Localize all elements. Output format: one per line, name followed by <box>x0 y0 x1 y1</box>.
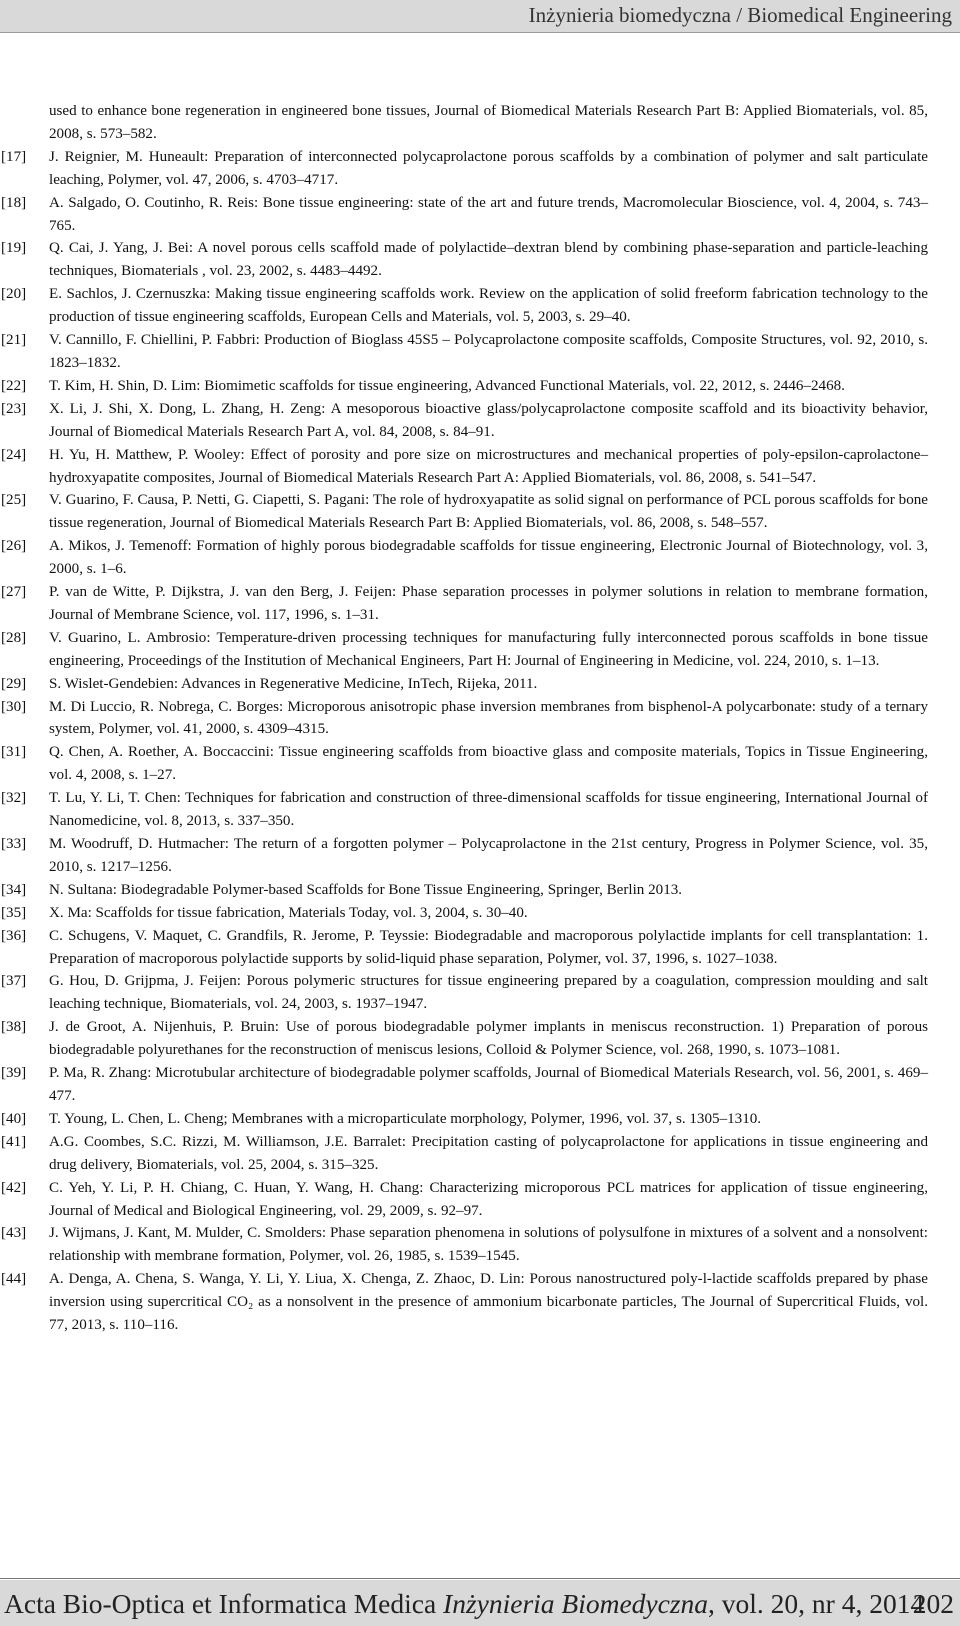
reference-text: A. Denga, A. Chena, S. Wanga, Y. Li, Y. Liua, X. Chenga, Z. Zhaoc, D. Lin: Porous nanostructured poly-l-lactide scaffolds prepared by phase inversion using supercritical CO₂ as a nonsolvent in the presence of ammonium bicarbonate particles, The Journal of Supercritical Fluids, vol. 77, 2013, s. 110–116. <box>49 1271 928 1334</box>
reference-number: [18] <box>1 194 27 211</box>
reference-item <box>30 100 928 146</box>
reference-number: [25] <box>1 492 27 509</box>
reference-number: [36] <box>1 927 27 944</box>
reference-number: [22] <box>1 377 27 394</box>
reference-text: J. Reignier, M. Huneault: Preparation of interconnected polycaprolactone porous scaffolds by a combination of polymer and salt particulate leaching, Polymer, vol. 47, 2006, s. 4703–4717. <box>49 148 928 188</box>
reference-text: A. Salgado, O. Coutinho, R. Reis: Bone tissue engineering: state of the art and future trends, Macromolecular Bioscience, vol. 4, 2004, s. 743–765. <box>49 194 928 234</box>
reference-number: [41] <box>1 1133 27 1150</box>
reference-number: [32] <box>1 790 27 807</box>
reference-list <box>1 100 928 1337</box>
reference-item <box>1 398 928 444</box>
footer-journal <box>4 1588 924 1620</box>
reference-number: [30] <box>1 698 27 715</box>
reference-item <box>1 1108 928 1131</box>
reference-number: [43] <box>1 1225 27 1242</box>
reference-text: Q. Chen, A. Roether, A. Boccaccini: Tissue engineering scaffolds from bioactive glass and composite materials, Topics in Tissue Engineering, vol. 4, 2008, s. 1–27. <box>49 744 928 784</box>
footer-issue: , vol. 20, nr 4, 2014 <box>708 1588 925 1619</box>
reference-number: [23] <box>1 400 27 417</box>
reference-text: G. Hou, D. Grijpma, J. Feijen: Porous polymeric structures for tissue engineering prepared by a coagulation, compression moulding and salt leaching technique, Biomaterials, vol. 24, 2003, s. 1937–1947. <box>49 973 928 1013</box>
reference-item <box>1 673 928 696</box>
reference-text: A. Mikos, J. Temenoff: Formation of highly porous biodegradable scaffolds for tissue engineering, Electronic Journal of Biotechnology, vol. 3, 2000, s. 1–6. <box>49 538 928 578</box>
reference-item <box>1 146 928 192</box>
reference-number: [31] <box>1 744 27 761</box>
page-number: 202 <box>912 1588 954 1619</box>
reference-item <box>1 283 928 329</box>
reference-text: X. Li, J. Shi, X. Dong, L. Zhang, H. Zeng: A mesoporous bioactive glass/polycaprolactone composite scaffold and its bioactivity behavior, Journal of Biomedical Materials Research Part A, vol. 84, 2008, s. 84–91. <box>49 400 928 440</box>
reference-text: Q. Cai, J. Yang, J. Bei: A novel porous cells scaffold made of polylactide–dextran blend by combining phase-separation and particle-leaching techniques, Biomaterials , vol. 23, 2002, s. 4483–4492. <box>49 240 928 280</box>
reference-text: C. Schugens, V. Maquet, C. Grandfils, R. Jerome, P. Teyssie: Biodegradable and macroporous polylactide implants for cell transplantation: 1. Preparation of macroporous polylactide supports by solid-liquid phase separation, Polymer, vol. 37, 1996, s. 1027–1038. <box>49 927 928 967</box>
reference-text: M. Di Luccio, R. Nobrega, C. Borges: Microporous anisotropic phase inversion membranes from bisphenol-A polycarbonate: study of a ternary system, Polymer, vol. 41, 2000, s. 4309–4315. <box>49 698 928 738</box>
reference-text: V. Guarino, L. Ambrosio: Temperature-driven processing techniques for manufacturing fully interconnected porous scaffolds in bone tissue engineering, Proceedings of the Institution of Mechanical Engineers, Part H: Journal of Engineering in Medicine, vol. 224, 2010, s. 1–13. <box>49 629 928 669</box>
reference-number: [26] <box>1 538 27 555</box>
reference-item <box>1 902 928 925</box>
reference-text: T. Young, L. Chen, L. Cheng; Membranes with a microparticulate morphology, Polymer, 1996, vol. 37, s. 1305–1310. <box>49 1110 762 1127</box>
reference-item <box>1 925 928 971</box>
reference-number: [39] <box>1 1065 27 1082</box>
reference-number: [28] <box>1 629 27 646</box>
reference-text: S. Wislet-Gendebien: Advances in Regenerative Medicine, InTech, Rijeka, 2011. <box>49 675 538 692</box>
reference-text: A.G. Coombes, S.C. Rizzi, M. Williamson, J.E. Barralet: Precipitation casting of polycaprolactone for applications in tissue engineering and drug delivery, Biomaterials, vol. 25, 2004, s. 315–325. <box>49 1133 928 1173</box>
header-title: Inżynieria biomedyczna / Biomedical Engineering <box>528 3 952 27</box>
reference-item <box>1 833 928 879</box>
reference-item <box>1 489 928 535</box>
reference-item <box>1 627 928 673</box>
reference-text: C. Yeh, Y. Li, P. H. Chiang, C. Huan, Y. Wang, H. Chang: Characterizing microporous PCL matrices for application of tissue engineering, Journal of Medical and Biological Engineering, vol. 29, 2009, s. 92–97. <box>49 1179 928 1219</box>
reference-number: [24] <box>1 446 27 463</box>
reference-text: X. Ma: Scaffolds for tissue fabrication, Materials Today, vol. 3, 2004, s. 30–40. <box>49 904 528 921</box>
reference-item <box>1 1177 928 1223</box>
reference-item <box>1 1131 928 1177</box>
reference-number: [37] <box>1 973 27 990</box>
reference-text: N. Sultana: Biodegradable Polymer-based Scaffolds for Bone Tissue Engineering, Springer, Berlin 2013. <box>49 881 683 898</box>
reference-item <box>1 192 928 238</box>
reference-text: V. Guarino, F. Causa, P. Netti, G. Ciapetti, S. Pagani: The role of hydroxyapatite as solid signal on performance of PCL porous scaffolds for bone tissue regeneration, Journal of Biomedical Materials Research Part B: Applied Biomaterials, vol. 86, 2008, s. 548–557. <box>49 492 928 532</box>
reference-item <box>1 1268 928 1337</box>
reference-text: T. Kim, H. Shin, D. Lim: Biomimetic scaffolds for tissue engineering, Advanced Functional Materials, vol. 22, 2012, s. 2446–2468. <box>49 377 845 394</box>
reference-item <box>1 375 928 398</box>
reference-item <box>1 696 928 742</box>
reference-number: [19] <box>1 240 27 257</box>
reference-item <box>1 237 928 283</box>
reference-text: P. Ma, R. Zhang: Microtubular architecture of biodegradable polymer scaffolds, Journal of Biomedical Materials Research, vol. 56, 2001, s. 469–477. <box>49 1065 928 1104</box>
reference-item <box>1 970 928 1016</box>
reference-text: M. Woodruff, D. Hutmacher: The return of a forgotten polymer – Polycaprolactone in the 21st century, Progress in Polymer Science, vol. 35, 2010, s. 1217–1256. <box>49 836 928 875</box>
reference-text: V. Cannillo, F. Chiellini, P. Fabbri: Production of Bioglass 45S5 – Polycaprolactone composite scaffolds, Composite Structures, vol. 92, 2010, s. 1823–1832. <box>49 332 928 371</box>
reference-text: J. de Groot, A. Nijenhuis, P. Bruin: Use of porous biodegradable polymer implants in meniscus reconstruction. 1) Preparation of porous biodegradable polyurethanes for the reconstruction of meniscus lesions, Colloid & Polymer Science, vol. 268, 1990, s. 1073–1081. <box>49 1019 928 1059</box>
running-header <box>0 0 960 33</box>
reference-number: [17] <box>1 148 27 165</box>
reference-item <box>1 1016 928 1062</box>
reference-item <box>1 1062 928 1108</box>
footer-journal-name: Acta Bio-Optica et Informatica Medica <box>4 1588 437 1619</box>
reference-number: [38] <box>1 1019 27 1036</box>
reference-text: J. Wijmans, J. Kant, M. Mulder, C. Smolders: Phase separation phenomena in solutions of polysulfone in mixtures of a solvent and a nonsolvent: relationship with membrane formation, Polymer, vol. 26, 1985, s. 1539–1545. <box>49 1225 928 1265</box>
reference-number: [34] <box>1 881 27 898</box>
reference-number: [20] <box>1 286 27 303</box>
reference-item <box>1 1222 928 1268</box>
reference-text: H. Yu, H. Matthew, P. Wooley: Effect of porosity and pore size on microstructures and mechanical properties of poly-epsilon-caprolactone–hydroxyapatite composites, Journal of Biomedical Materials Research Part A: Applied Biomaterials, vol. 86, 2008, s. 541–547. <box>49 446 928 486</box>
reference-item <box>1 879 928 902</box>
reference-number: [33] <box>1 836 27 852</box>
reference-item <box>1 741 928 787</box>
reference-item <box>1 444 928 490</box>
reference-text: E. Sachlos, J. Czernuszka: Making tissue engineering scaffolds work. Review on the application of solid freeform fabrication technology to the production of tissue engineering scaffolds, European Cells and Materials, vol. 5, 2003, s. 29–40. <box>49 286 928 326</box>
reference-text: P. van de Witte, P. Dijkstra, J. van den Berg, J. Feijen: Phase separation processes in polymer solutions in relation to membrane formation, Journal of Membrane Science, vol. 117, 1996, s. 1–31. <box>49 584 928 623</box>
reference-number: [40] <box>1 1110 27 1127</box>
reference-number: [27] <box>1 584 27 601</box>
reference-text: T. Lu, Y. Li, T. Chen: Techniques for fabrication and construction of three-dimensional scaffolds for tissue engineering, International Journal of Nanomedicine, vol. 8, 2013, s. 337–350. <box>49 790 928 830</box>
reference-item <box>1 329 928 375</box>
reference-number: [42] <box>1 1179 27 1196</box>
reference-item <box>1 787 928 833</box>
footer-divider <box>0 1578 960 1579</box>
reference-number: [35] <box>1 904 27 921</box>
reference-item <box>1 535 928 581</box>
footer-journal-italic: Inżynieria Biomedyczna <box>443 1588 709 1619</box>
reference-text: used to enhance bone regeneration in engineered bone tissues, Journal of Biomedical Materials Research Part B: Applied Biomaterials, vol. 85, 2008, s. 573–582. <box>49 103 928 142</box>
running-footer <box>0 1580 960 1626</box>
reference-item <box>1 581 928 627</box>
reference-number: [29] <box>1 675 27 692</box>
reference-number: [21] <box>1 332 27 349</box>
reference-number: [44] <box>1 1271 27 1288</box>
